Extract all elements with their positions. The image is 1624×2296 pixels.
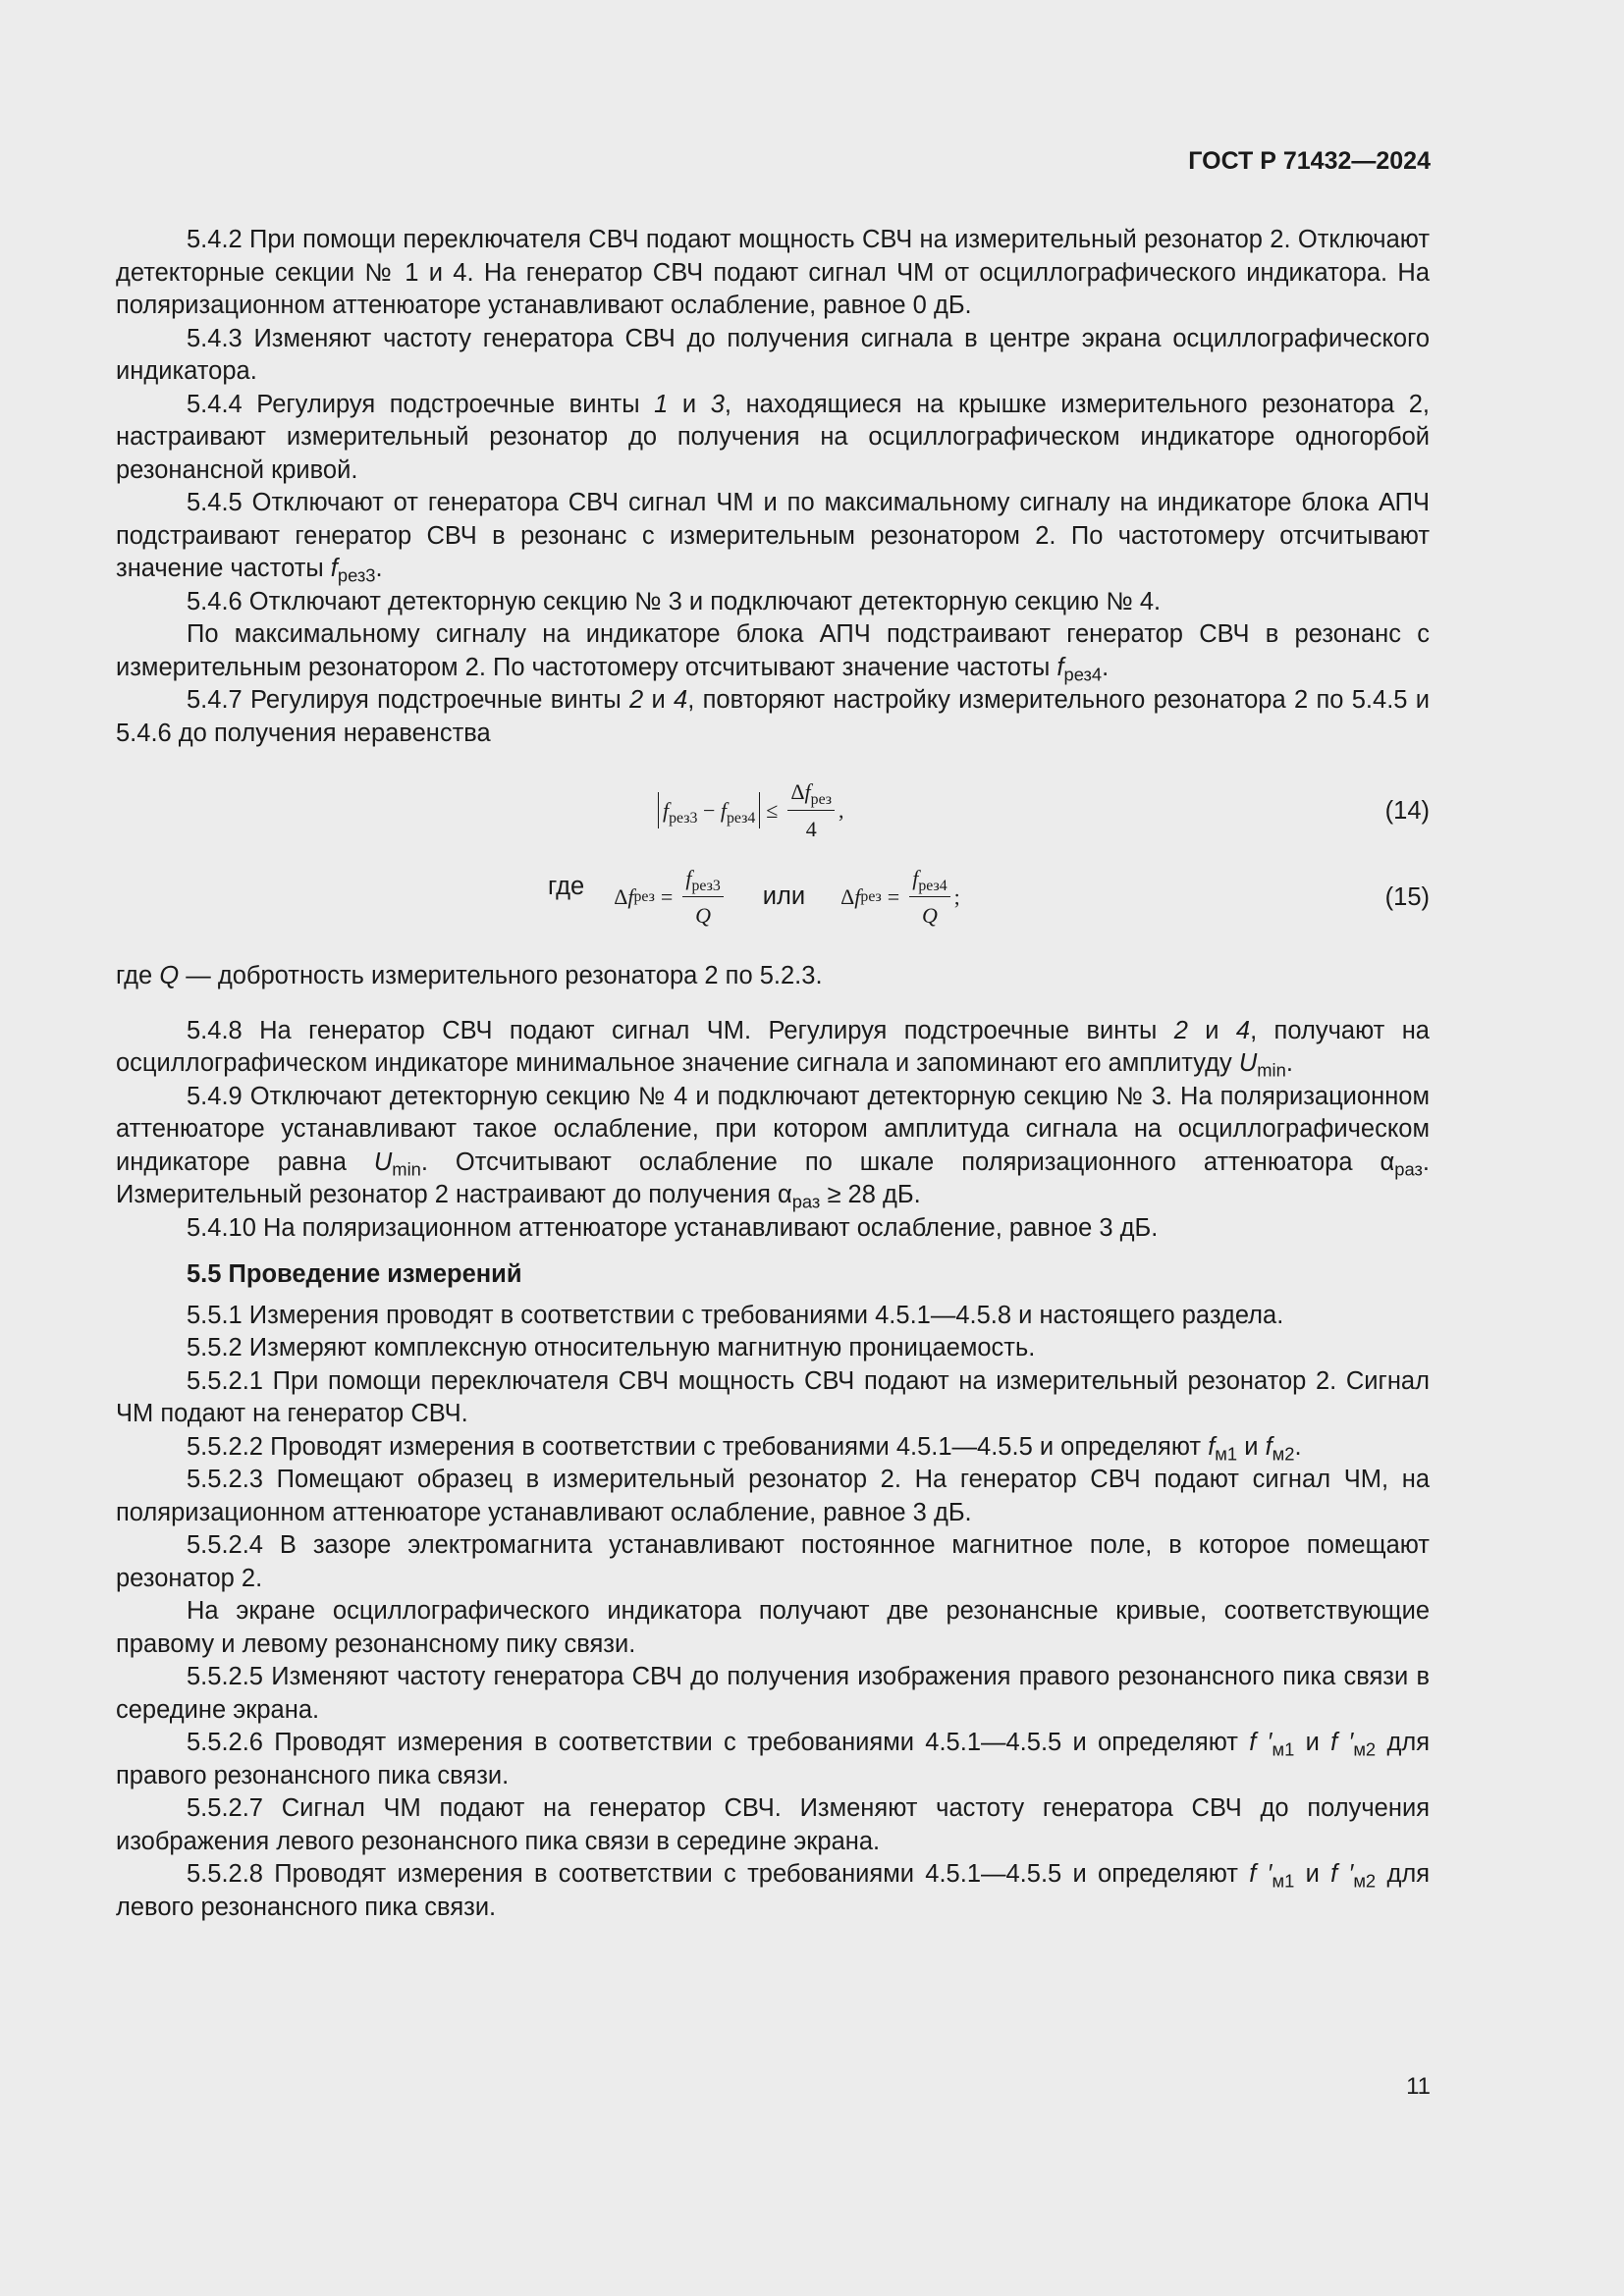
paragraph-5-4-5: 5.4.5 Отключают от генератора СВЧ сигнал ЧМ и по максимальному сигналу на индикаторе блока АПЧ подстраивают генератор СВЧ в резонанс с измерительным резонатором 2. По частотомеру отсчитывают значение частоты $f_{рез3}$. [116, 489, 1430, 586]
paragraph-5-5-2-3: 5.5.2.3 Помещают образец в измерительный резонатор 2. На генератор СВЧ подают сигнал ЧМ, на поляризационном аттенюаторе устанавливают ослабление, равное 3 дБ. [116, 1466, 1430, 1526]
paragraph-5-4-10: 5.4.10 На поляризационном аттенюаторе устанавливают ослабление, равное 3 дБ. [187, 1213, 1159, 1242]
paragraph-apch: По максимальному сигналу на индикаторе блока АПЧ подстраивают генератор СВЧ в резонанс с измерительным резонатором 2. По частотомеру отсчитывают значение частоты $f_{рез4}$. [116, 620, 1430, 684]
page-number: 11 [1406, 2073, 1431, 2100]
equation-14-number: (14) [1384, 797, 1430, 825]
paragraph-5-4-3: 5.4.3 Изменяют частоту генератора СВЧ до получения сигнала в центре экрана осциллографического индикатора. [116, 324, 1430, 385]
document-body [116, 224, 1430, 1924]
paragraph-5-5-2-2: 5.5.2.2 Проводят измерения в соответствии с требованиями 4.5.1—4.5.5 и определяют $f_{м1}$ и $f_{м2}$. [187, 1432, 1302, 1464]
paragraph-where-q: где Q — добротность измерительного резонатора 2 по 5.2.3. [116, 962, 823, 989]
paragraph-5-5-2-4: 5.5.2.4 В зазоре электромагнита устанавливают постоянное магнитное поле, в которое помещают резонатор 2. [116, 1531, 1430, 1592]
paragraph-5-4-7: 5.4.7 Регулируя подстроечные винты 2 и 4, повторяют настройку измерительного резонатора 2 по 5.4.5 и 5.4.6 до получения неравенства [116, 686, 1431, 747]
paragraph-5-5-2: 5.5.2 Измеряют комплексную относительную магнитную проницаемость. [187, 1334, 1036, 1362]
paragraph-5-4-6: 5.4.6 Отключают детекторную секцию № 3 и подключают детекторную секцию № 4. [187, 587, 1162, 615]
paragraph-5-5-2-7: 5.5.2.7 Сигнал ЧМ подают на генератор СВЧ. Изменяют частоту генератора СВЧ до получения изображения левого резонансного пика связи в середине экрана. [116, 1794, 1430, 1855]
paragraph-5-5-2-8: 5.5.2.8 Проводят измерения в соответствии с требованиями 4.5.1—4.5.5 и определяют f $'_{м1}$ и f $'_{м2}$ для левого резонансного пика связи. [116, 1860, 1431, 1921]
paragraph-5-4-9: 5.4.9 Отключают детекторную секцию № 4 и подключают детекторную секцию № 3. На поляризационном аттенюаторе устанавливают такое ослабление, при котором амплитуда сигнала на осциллографическом индикаторе равна $U_{min}$. Отсчитывают ослабление по шкале поляризационного аттенюатора $\alpha_{раз}$. Измерительный резонатор 2 настраивают до получения $\alpha_{раз} \ge 28$ дБ. [116, 1082, 1430, 1212]
paragraph-5-5-2-1: 5.5.2.1 При помощи переключателя СВЧ мощность СВЧ подают на измерительный резонатор 2. Сигнал ЧМ подают на генератор СВЧ. [116, 1366, 1430, 1427]
paragraph-5-4-2: 5.4.2 При помощи переключателя СВЧ подают мощность СВЧ на измерительный резонатор 2. Отключают детекторные секции № 1 и 4. На генератор СВЧ подают сигнал ЧМ от осциллографического индикатора. На поляризационном аттенюаторе устанавливают ослабление, равное 0 дБ. [116, 226, 1430, 319]
paragraph-5-5-1: 5.5.1 Измерения проводят в соответствии с требованиями 4.5.1—4.5.8 и настоящего раздела. [187, 1301, 1284, 1329]
section-heading-5-5: 5.5 Проведение измерений [187, 1260, 522, 1288]
paragraph-5-4-8: 5.4.8 На генератор СВЧ подают сигнал ЧМ. Регулируя подстроечные винты 2 и 4, получают на осциллографическом индикаторе минимальное значение сигнала и запоминают его амплитуду $U_{min}$. [116, 1016, 1430, 1081]
equation-15-expression: где Δ f рез = $\frac{f_{рез3}}{Q}$ или Δ f рез = $\frac{f_{рез4}}{Q}$ ; [548, 862, 960, 932]
paragraph-5-5-2-6: 5.5.2.6 Проводят измерения в соответствии с требованиями 4.5.1—4.5.5 и определяют f $'_{м1}$ и f $'_{м2}$ для правого резонансного пика связи. [116, 1729, 1431, 1789]
document-header: ГОСТ Р 71432—2024 [1188, 147, 1431, 175]
equation-14-expression: $f_{рез3} - f_{рез4}$ ≤ $\frac{\Delta f_{рез}}{4}$ , [658, 775, 844, 845]
paragraph-screen-curves: На экране осциллографического индикатора получают две резонансные кривые, соответствующие правому и левому резонансному пику связи. [116, 1597, 1430, 1658]
equation-14 [116, 775, 1430, 844]
equation-15 [116, 862, 1430, 940]
paragraph-5-4-4: 5.4.4 Регулируя подстроечные винты 1 и 3, находящиеся на крышке измерительного резонатора 2, настраивают измерительный резонатор до получения на осциллографическом индикаторе одногорбой резонансной кривой. [116, 390, 1430, 484]
paragraph-5-5-2-5: 5.5.2.5 Изменяют частоту генератора СВЧ до получения изображения правого резонансного пика связи в середине экрана. [116, 1663, 1430, 1724]
equation-15-number: (15) [1384, 883, 1430, 911]
